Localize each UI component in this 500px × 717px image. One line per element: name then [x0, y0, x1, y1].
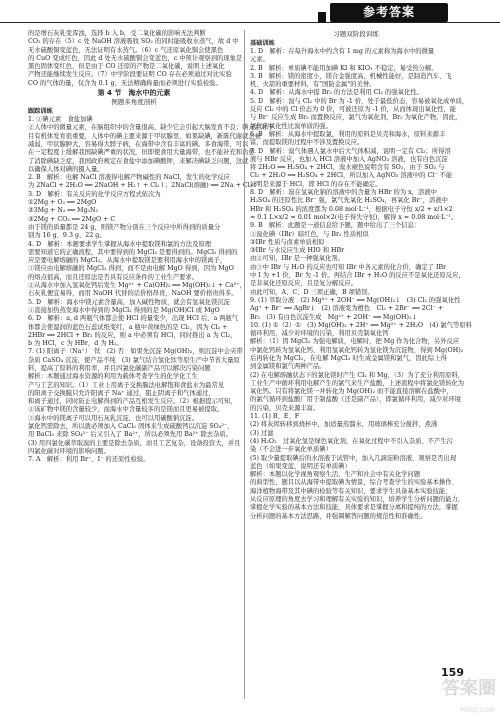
answer-text-line: 8. D 解析：溴在氢氧化钠的溶液中的含量为 HBr 的为 x，溶液中: [250, 189, 437, 197]
answer-text-line: 的是增石灰乳变浑浊，选择 b 入 b，受二氧化碳的影响无法判断: [28, 30, 206, 37]
watermark-url: MXQE.COM: [460, 706, 494, 714]
answer-text-line: 富，而提取镁的过程中不涉及置换反应。: [250, 139, 364, 147]
section-title: 第 4 节 海水中的元素: [97, 89, 171, 98]
answer-text-line: 由③中 IBr 与 H₂O 的反应也可知 IBr 中各元素的化合价，确定了 IBr: [250, 263, 447, 271]
answer-text-line: 石灰乳便宜易得，而用 NaOH 代替的话价格昂贵，NaOH 要价格贵得多。: [28, 290, 238, 298]
answer-text-line: Br₂ (3) 有白色沉淀生成 Mg²⁺ + 2OH⁻ ══ Mg(OH)₂↓: [250, 313, 417, 321]
watermark-logo: 答案圈: [442, 678, 496, 699]
answer-text-line: 解析：本题通过海水资源的利用为载体考查学生的化学化工生: [28, 373, 199, 381]
answer-text-line: 1. D 解析：在每升海水中约含有 1 mg 的元素称为海水中的微量: [250, 48, 435, 55]
answer-text-line: 蓝色（如果变蓝，说明还有单质碘）: [250, 462, 351, 470]
answer-text-line: 7. (1) 阳离子（Na⁺） 钛 (2) 否 如果先沉淀 Mg(OH)₂，则沉淀中会夹带: [28, 348, 243, 356]
answer-text-line: ③IBr 与水反应生成 HIO 和 HBr: [250, 247, 345, 255]
answer-text-line: (4) H₂O₂ 过氧化氢是绿色氧化剂，在氧化过程中不引入杂质、不产生污: [250, 437, 453, 445]
answer-text-line: 7. D 解析：溴气体遇人氯水中后大气体积减，说明一定有 Cl₂；所得溶: [250, 147, 451, 155]
answer-text-line: 目有机体发育很重要，人体中的碘主要来源于甲状腺里，如果缺碘，新陈代谢就会被: [28, 132, 261, 140]
answer-text-line: (3) 用四氯化碳萃取溴的主要是除去杂质，而且工艺复杂，设备投资大，并且: [28, 439, 241, 447]
answer-text-line: 体都会使湿润的蓝色石蕊试纸变红，a 瓶中黄绿色的是 Cl₂，因为 Cl₂ +: [28, 323, 228, 331]
answer-text-line: 4. D 解析：本题要求学生掌握从海水中提取镁和氯的方法及原理: [28, 240, 212, 248]
answer-text-line: 解析：（1）因 MgCl₂ 为强电解质，电解时，把 Mg 作为化合物，另外反应: [250, 338, 460, 346]
answer-text-line: CO 的气体的量，仅含为 0.1 g，无法精确称量而必须进行实验检验。: [28, 79, 222, 87]
answer-text-line: 1. ①碘元素 食盐加碘: [28, 116, 93, 124]
header-rule: [0, 22, 500, 23]
answer-text-line: 6. B 解析：从海水中提取氯，利用的原料是贝壳和海水，原料来源丰: [250, 130, 446, 138]
answer-text-line: HBr 和 H₂SO₄ 的浓度都为 0.08 mol·L⁻¹，根据电子守恒 x/2 + x/1×2: [250, 205, 453, 213]
answer-text-line: 的污染，贝壳来源丰富。: [250, 404, 320, 412]
answer-text-line: 产物还能继续发生反应。（7）中学阶段要证明 CO 存在必须通过对比实验: [28, 71, 232, 79]
training-label: 跟踪训练: [28, 108, 53, 116]
answer-text-line: 2. B 解析：单质碘不能用加碘 KI 和 KIO₃ 不稳定，易受热分解。: [250, 64, 438, 72]
answer-text-line: 6. D 解析：a, d 两瓶气体都会使 HCl 的量变少，出现 HCl 后，a 两瓶气: [28, 315, 239, 323]
page-header-title: 参考答案: [362, 5, 415, 19]
answer-text-line: 的氯气循环到盐酸厂用于制盐酸（还是副产品），即氯循环利用，减少对环境: [250, 396, 461, 404]
answer-text-line: 黑色固体变红色，但是由于 CO 还原的产物是二氧化碳，说明上述氧化: [28, 63, 225, 71]
answer-text-line: 的阳离子交换膜只允许阳离子 Na⁺ 通过，阻止阴离子和气体通过，: [28, 389, 215, 397]
answer-text-line: 料，提高了原料的利用率，并且四氯化碳副产品可以解决污染问题: [28, 364, 211, 372]
right-column: [250, 30, 472, 521]
answer-text-line: (3) 过滤: [250, 429, 274, 437]
answer-text-line: 11. (1) B、E、F: [250, 413, 300, 421]
answer-text-line: 循环利用，减少对环境的污染，利用贝壳制氧化钙: [250, 330, 389, 338]
subsection-title: 习题双阶段训练: [333, 30, 379, 38]
answer-text-line: 证明是来源于 HCl，即 HCl 的存在不能确定。: [250, 180, 382, 188]
answer-text-line: 由此可知，A、C、D 三项正确，B 项错误。: [250, 288, 374, 296]
answer-text-line: 的熔点很高，而且还原法是否具有反应条件的工业生产要求。: [28, 273, 199, 281]
answer-text-line: ②从海水中加入氢氧化钙后发生 Mg²⁺ + Ca(OH)₂ ══ Mg(OH)₂↓ + Ca²⁺，: [28, 282, 246, 290]
answer-text-line: 机、火箭的重要材料，有"国防金属"的美誉。: [250, 81, 376, 89]
answer-text-line: 4. D 解析：从海水中提 Br₂ 的方法是利用 Cl₂ 的强氧化性。: [250, 89, 423, 97]
answer-text-line: 中氯化钙转为氢氧化钙，利用氢氧化钙转为氢化镁为沉淀物，得到 Mg(OH)₂: [250, 346, 464, 354]
answer-text-line: 海洋植物海带及其中碘的检验等有关知识，要求学生具备基本实验技能、: [250, 487, 452, 495]
answer-text-line: 了消除碘缺乏症，我国政府规定在食盐中添加碘酸钾，来解决碘缺乏问题，这就: [28, 157, 249, 165]
answer-text-line: 工业生产中循环利用电解产生的氯气来生产盐酸，上述流程中将氯化镁转化为: [250, 379, 465, 387]
page-number: 159: [441, 665, 464, 679]
answer-text-line: 氧化钙。只有将氯化镁一并转化为 Mg(OH)₂ 而不能直接溶解在盐酸中，: [250, 388, 453, 396]
answer-text-line: 为 2NaCl + 2H₂O ══ 2NaOH + H₂↑ + Cl₂↑；2NaCl(熔融) ══ 2Na + Cl₂↑: [28, 182, 258, 190]
answer-text-line: 氯气的氧化性比溴单质的强。: [250, 122, 332, 130]
answer-text-line: 的典型性，题目以从海带中提取碘为情景，综合考查学生的实验基本操作、: [250, 479, 458, 487]
answer-text-line: 的 CuO 变成红色，因此 d 处无水硫酸铜会变蓝色，c 中预计观察到的现象是: [28, 54, 243, 62]
answer-text-line: 由于镁的质量都是 24 g，则镁产物分别在三个反应中所得到的质量分: [28, 223, 221, 231]
answer-text-line: 以确保人体对碘的摄入量。: [28, 165, 104, 173]
answer-text-line: 从反应原理的角度去学习和理解有关实验的知识，培养学生分析问题的能力，: [250, 496, 465, 504]
answer-text-line: 5. D 解析：海水中镁元素含量高，加入碱性物质，就会有氢氧化镁沉淀: [28, 298, 230, 306]
answer-text-line: ①溴化碘（IBr）暗红色，与 Br₂ 性质相似: [250, 230, 369, 238]
answer-text-line: 解析：本题以化学视角观察生活、生产和社会中有关化学问题: [250, 471, 421, 479]
answer-text-line: 2. B 解析：电解 NaCl 溶液得电解产物碱性的 NaCl，发生的化学反应: [28, 174, 230, 182]
answer-text-line: 5. D 解析：溴与 Cl₂ 中的 Br 为 -1 价，处于最低价态，容易被氧化成单质，: [250, 97, 469, 105]
answer-text-line: 杂质 CaSO₄ 沉淀，使产品不纯 (3) 氯气结合氢化钛等原生产中节省大量原: [28, 356, 240, 364]
answer-text-line: = 0.1 L×x/2 = 0.01 mol×2(电子得失守恒)，解得 x = 0.08 mol·L⁻¹。: [250, 213, 458, 221]
header-tab-decoration: [318, 12, 326, 22]
answer-text-line: 用 BaCl₂ 来除 SO₄²⁻ 后又引入了 Ba²⁺，所以必须先用 Ba²⁺ 除去杂质。: [28, 431, 232, 439]
answer-text-line: 染（不会进一步氧化单质碘）: [250, 446, 332, 454]
answer-text-line: 产与工艺的知识。（1）工业上用离子交换膜法电解饱和食盐水为最常见: [28, 381, 225, 389]
answer-text-line: 3. B 解析：镁的密度小，镁合金强度高、机械性能好，是制造汽车、飞: [250, 72, 452, 80]
answer-text-line: 将 2H₂O ══ H₂SO₄ + 2HCl，溴水褪色说明含有 SO₂，由于 SO₂ 与: [250, 164, 445, 172]
answer-text-line: 反应 Cl₂ 中的 Cl 价态为 0 价，可被还原为 -1 价，从而体现出氧化性，能: [250, 106, 457, 114]
answer-text-line: 掌握化学实验的基本方法和技能，具体要求是掌握分离和提纯的方法，掌握: [250, 504, 458, 512]
answer-text-line: (2) 在电解熔融状态下的氯化镁时产生 Cl₂ 和 Mg，（3）为了充分利用原料，: [250, 371, 464, 379]
answer-text-line: 别为 16 g、9.3 g、22 g。: [28, 232, 106, 240]
answer-text-line: 无水硫酸铜变蓝色，无法证明有水蒸气。（6）c 气还原氧化铜会使黑色: [28, 46, 224, 54]
answer-text-line: 需要知道它的正确流程，其中要得到的 MgCl₂ 是要得到的。MgCl₂ 得到的: [28, 248, 238, 256]
answer-text-line: ②3Mg + N₂ ══ Mg₃N₂: [28, 207, 99, 215]
answer-text-line: ①2Mg + O₂ ══ 2MgO: [28, 199, 97, 207]
answer-text-line: 中 I 为 +1 价，Br 为 -1 价。再结合 IBr + H₂O 的反应不是氧化还原反应，: [250, 272, 465, 280]
training-label: 基础训练: [250, 40, 275, 47]
column-divider: [244, 30, 245, 699]
subsection-title: 例题多角度剖析: [111, 98, 157, 107]
answer-text-line: ②IBr 性质与卤素单质相似: [250, 238, 325, 246]
answer-text-line: ①镁应由电解熔融的 MgCl₂ 得到，而不是由电解 MgO 得到，因为 MgO: [28, 265, 234, 273]
answer-text-line: 10. (1) ①（2）① (3) Mg(OH)₂ + 2H⁺ ══ Mg²⁺ + 2H₂O (4) 氯气等原料: [250, 321, 472, 329]
answer-text-line: 液与 HBr 反应，也加入 HCl 溶液中加入 AgNO₃ 溶液，也有白色沉淀: [250, 155, 448, 163]
answer-text-line: (5) 取少量提取碘后的水溶液于试管中，加入几滴淀粉溶液，观察是否出现: [250, 454, 457, 462]
answer-text-line: ③2Mg + CO₂ ══ 2MgO + C: [28, 215, 116, 223]
answer-text-line: 和离子通过，同时防止电解得到的产品互相发生反应。（2）根据提示可知，: [28, 398, 237, 406]
answer-text-line: 2HBr ══ 2HCl + Br₂ 的反应，则 a 中必须有 HCl，同时推出 a 为 Cl₂，: [28, 331, 237, 339]
answer-text-line: Cl₂ + 2H₂O ══ H₂SO₄ + 2HCl，所以加入 AgNO₃ 溶液中的 Cl⁻ 不能: [250, 172, 453, 180]
answer-text-line: b 为 HCl，c 为 HBr，d 为 H₂。: [28, 340, 123, 348]
answer-text-line: 元素。: [250, 56, 269, 64]
answer-text-line: 应是要电解熔融的 MgCl₂。从海水中提取镁是要利用海水中的镁离子，: [28, 257, 227, 265]
answer-text-line: 四氯化碳对环境的影响问题。: [28, 447, 110, 455]
answer-text-line: 后再转化为 MgCl₂，在电解 MgCl₂ 时生成金属镁和氯气，因此综上得: [250, 354, 447, 362]
answer-text-line: 分析问题的基本方法思路，并强调解答问题的规范性和准确性。: [250, 512, 427, 520]
answer-text-line: 是非氧化还原反应，且是复分解反应。: [250, 280, 358, 288]
answer-text-line: 3. D 解析：有关反应的化学反应方程式依次为: [28, 190, 161, 198]
answer-text-line: 在一定程度上缓解我国缺碘严重的状况，但即使食用大量海带，也不能补充和治愈: [28, 149, 255, 157]
answer-text-line: 氯化钙需除去，所以就必须加入 CaCl₂ 固体来生成硫酸钙以沉淀 SO₄²⁻，: [28, 423, 234, 431]
answer-text-line: H₂SO₄ 的还原性比 Br⁻ 强，氯气先氧化 H₂SO₄，再氧化 Br⁻，溶液中: [250, 197, 448, 205]
answer-text-line: ③海水中的镁离子可以用石灰乳沉淀，也可以用碳酸钠沉淀。: [28, 414, 199, 422]
answer-text-line: 与 Br⁻ 反应生成 Br₂ 而置换反应，氯气为氧化剂，Br₂ 为氧化产物，因此，: [250, 114, 462, 122]
answer-text-line: 到金属镁和氯气两种产品。: [250, 363, 326, 371]
answer-text-line: ②人体中的微量元素，在脑组织中的含量很高，缺少它会引起大脑发育不良；碘元素对于: [28, 124, 274, 132]
answer-text-line: 9. (1) 萃取分液 (2) Mg²⁺ + 2OH⁻ ══ Mg(OH)₂↓ (3) Cl₂ 的强氧化性: [250, 296, 461, 304]
answer-text-line: CO₂ 的存在（5）c 处 NaOH 溶液吸收 SO₂ 的同时能吸收水蒸气，故 d 中: [28, 38, 239, 46]
answer-text-line: ①直接加热蒸发海水中得到的 MgCl₂ 得到的是 Mg(OH)Cl 或 MgO: [28, 306, 220, 314]
answer-text-line: (2) 将灰烬转移到烧杯中，加适量蒸馏水，用玻璃棒充分搅拌，煮沸: [250, 421, 438, 429]
answer-text-line: Ag⁺ + Br⁻ ══ AgBr↓ (2) 溶液变为橙色 Cl₂ + 2Br⁻ ══ 2Cl⁻ +: [250, 305, 444, 313]
answer-text-line: 由②可知，IBr 是一种强氧化剂。: [250, 255, 344, 263]
answer-text-line: 7. A 解析：利用 Br⁻、I⁻ 的还原性检验。: [28, 456, 150, 464]
answer-text-line: 减弱，甲状腺肿大，容易得大脖子病，在海带中含有丰富的碘。多食海带，可以: [28, 140, 249, 148]
answer-text-line: ②该矿物中镁的含量较少，而海水中含量较多的是镁而且更易被提取。: [28, 406, 224, 414]
answer-text-line: 9. B 解析：此题是一道信息给予题，题中给出了三个信息：: [250, 222, 421, 230]
